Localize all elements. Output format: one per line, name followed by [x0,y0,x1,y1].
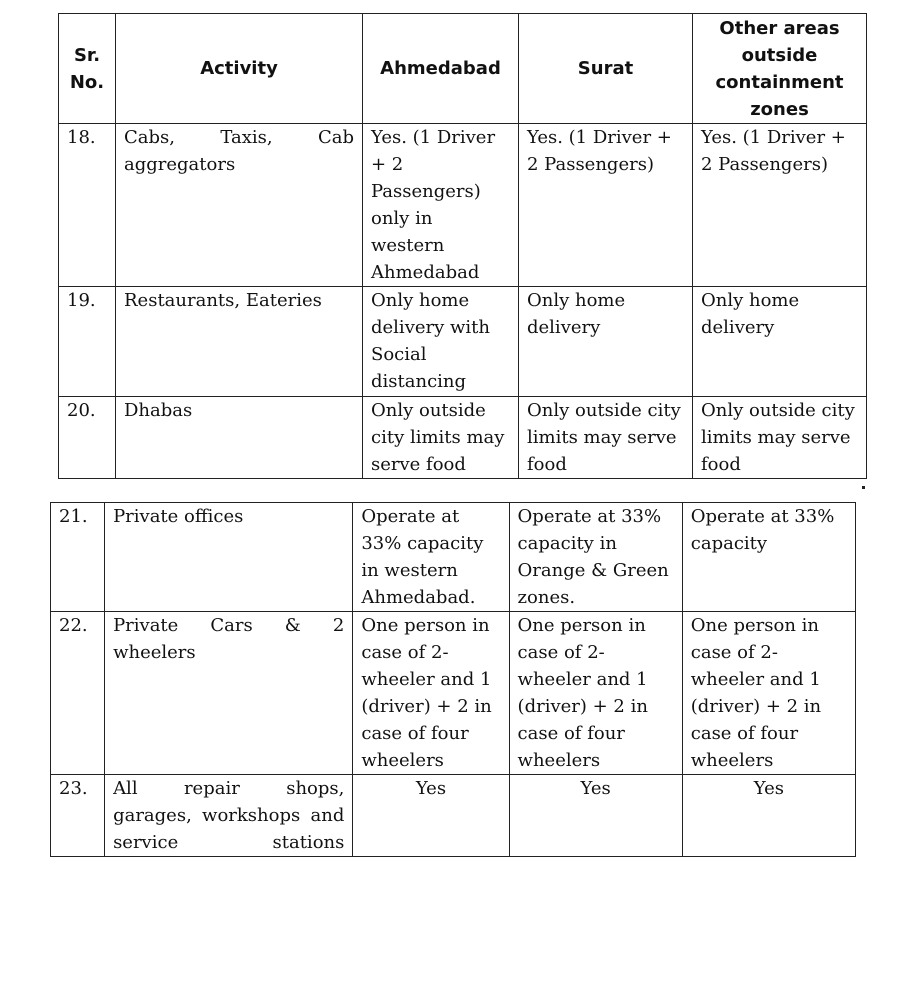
row-ahmedabad: Yes. (1 Driver + 2 Passengers) only in western Ahmedabad [363,124,519,287]
header-sr-no: Sr. No. [59,14,116,124]
row-ahmedabad: Operate at 33% capacity in western Ahmedabad. [353,503,509,612]
table-row [59,397,867,479]
row-activity: Restaurants, Eateries [116,287,363,397]
row-number: 21. [51,503,105,612]
row-other-areas: Only home delivery [693,287,867,397]
row-number: 23. [51,775,105,857]
table-row [51,612,856,775]
row-other-areas: One person in case of 2-wheeler and 1 (driver) + 2 in case of four wheelers [682,612,855,775]
header-ahmedabad: Ahmedabad [363,14,519,124]
row-surat: Only outside city limits may serve food [519,397,693,479]
header-other-areas: Other areas outside containment zones [693,14,867,124]
row-number: 19. [59,287,116,397]
row-activity: Cabs, Taxis, Cab aggregators [116,124,363,287]
header-activity: Activity [116,14,363,124]
row-activity: All repair shops, garages, workshops and service stations [105,775,353,857]
row-ahmedabad: Yes [353,775,509,857]
row-activity: Private offices [105,503,353,612]
row-activity: Private Cars & 2 wheelers [105,612,353,775]
header-surat: Surat [519,14,693,124]
row-ahmedabad: Only outside city limits may serve food [363,397,519,479]
row-other-areas: Yes [682,775,855,857]
row-surat: Yes [509,775,682,857]
row-surat: Operate at 33% capacity in Orange & Green zones. [509,503,682,612]
row-ahmedabad: One person in case of 2-wheeler and 1 (driver) + 2 in case of four wheelers [353,612,509,775]
activities-table-lower [50,502,856,857]
row-surat: Only home delivery [519,287,693,397]
row-other-areas: Yes. (1 Driver + 2 Passengers) [693,124,867,287]
row-surat: Yes. (1 Driver + 2 Passengers) [519,124,693,287]
row-other-areas: Only outside city limits may serve food [693,397,867,479]
row-number: 22. [51,612,105,775]
row-number: 18. [59,124,116,287]
header-row [59,14,867,124]
stray-dot [862,486,865,489]
row-surat: One person in case of 2-wheeler and 1 (driver) + 2 in case of four wheelers [509,612,682,775]
table-row [59,287,867,397]
table-row [51,775,856,857]
row-number: 20. [59,397,116,479]
row-activity: Dhabas [116,397,363,479]
row-ahmedabad: Only home delivery with Social distancing [363,287,519,397]
activities-table-upper [58,13,867,479]
table-row [51,503,856,612]
row-other-areas: Operate at 33% capacity [682,503,855,612]
table-row [59,124,867,287]
